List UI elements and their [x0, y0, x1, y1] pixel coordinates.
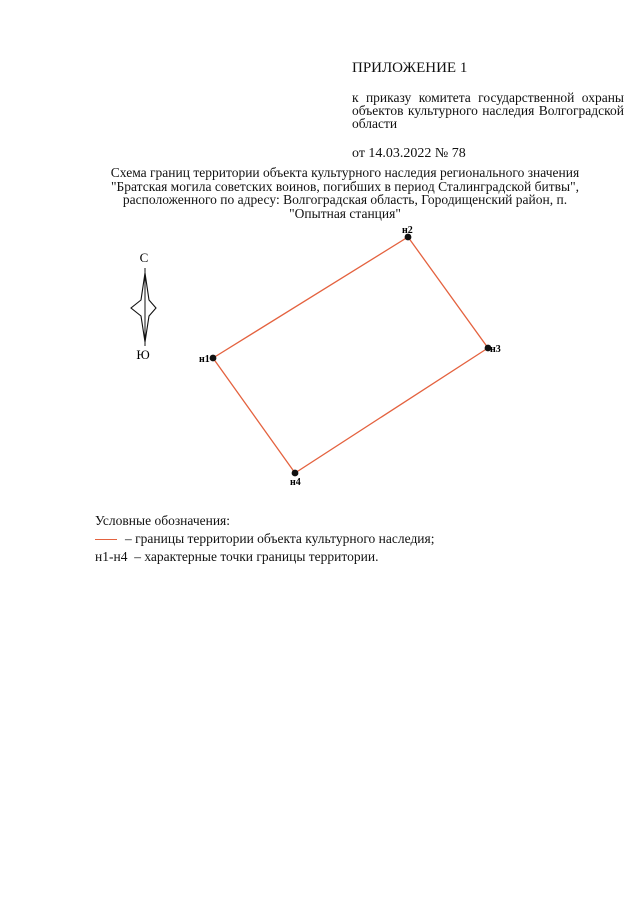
legend [95, 512, 435, 566]
appendix-title: ПРИЛОЖЕНИЕ 1 [352, 60, 468, 76]
legend-heading: Условные обозначения: [95, 513, 231, 528]
legend-boundary-text: – границы территории объекта культурного наследия; [125, 531, 435, 546]
compass-south-label: Ю [136, 347, 150, 362]
point-label-n1: н1 [199, 354, 210, 365]
scheme-title: Схема границ территории объекта культурного наследия регионального значения "Братская могила советских воинов, погибших в период Сталинградской битвы", расположенного по адресу: Волгоградская область, Городищенский район, п. "Опытная станция" [110, 165, 580, 221]
territory-boundary-line [213, 237, 488, 473]
appendix-order-reference: к приказу комитета государственной охраны объектов культурного наследия Волгоградской области [352, 90, 624, 131]
compass-icon [131, 268, 156, 346]
boundary-point-n1 [210, 355, 217, 362]
legend-points-row [95, 548, 435, 566]
compass-north-label: С [139, 250, 149, 265]
legend-points-text: – характерные точки границы территории. [134, 549, 379, 564]
point-label-n3: н3 [490, 344, 501, 355]
legend-boundary-row [95, 530, 435, 548]
boundary-point-n4 [292, 470, 299, 477]
point-label-n2: н2 [402, 225, 413, 236]
order-date: от 14.03.2022 № 78 [352, 146, 466, 161]
legend-boundary-line-icon [95, 539, 117, 540]
legend-points-key: н1-н4 [95, 549, 128, 564]
point-label-n4: н4 [290, 477, 301, 488]
